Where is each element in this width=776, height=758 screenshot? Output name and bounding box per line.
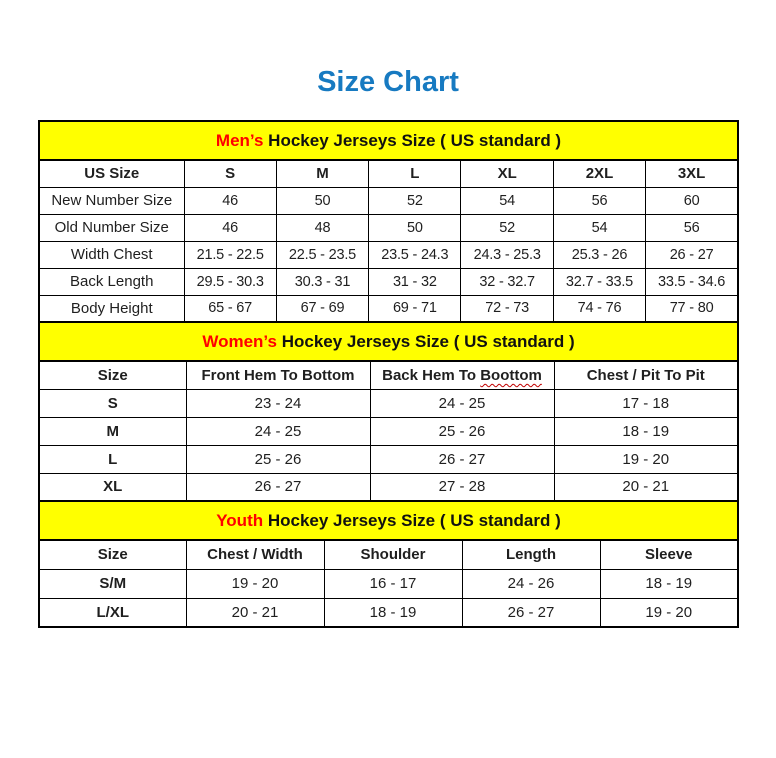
- banner-highlight: Youth: [216, 511, 264, 530]
- mens-banner: [38, 120, 739, 161]
- cell-value: 29.5 - 30.3: [184, 268, 276, 295]
- cell-value: 56: [553, 187, 645, 214]
- cell-value: 23.5 - 24.3: [369, 241, 461, 268]
- cell-value: 18 - 19: [324, 598, 462, 627]
- cell-value: 52: [369, 187, 461, 214]
- cell-value: 25 - 26: [370, 417, 554, 445]
- table-row: [39, 569, 738, 598]
- cell-value: 24.3 - 25.3: [461, 241, 553, 268]
- column-header: US Size: [39, 160, 184, 187]
- row-label: New Number Size: [39, 187, 184, 214]
- banner-highlight: Men’s: [215, 131, 264, 150]
- column-header: Back Hem To Boottom: [370, 361, 554, 389]
- row-label: L/XL: [39, 598, 186, 627]
- cell-value: 26 - 27: [186, 473, 370, 501]
- cell-value: 33.5 - 34.6: [646, 268, 738, 295]
- cell-value: 24 - 26: [462, 569, 600, 598]
- cell-value: 56: [646, 214, 738, 241]
- page-title: Size Chart: [317, 66, 459, 98]
- column-header: Size: [39, 361, 186, 389]
- column-header: Length: [462, 540, 600, 569]
- row-label: XL: [39, 473, 186, 501]
- cell-value: 20 - 21: [554, 473, 738, 501]
- womens-table: [38, 360, 739, 502]
- column-header: Front Hem To Bottom: [186, 361, 370, 389]
- cell-value: 19 - 20: [600, 598, 738, 627]
- cell-value: 25 - 26: [186, 445, 370, 473]
- row-label: Body Height: [39, 295, 184, 322]
- cell-value: 72 - 73: [461, 295, 553, 322]
- row-label: S/M: [39, 569, 186, 598]
- column-header: 2XL: [553, 160, 645, 187]
- youth-banner: [38, 500, 739, 541]
- row-label: M: [39, 417, 186, 445]
- header-row: [39, 540, 738, 569]
- cell-value: 46: [184, 187, 276, 214]
- cell-value: 24 - 25: [370, 389, 554, 417]
- cell-value: 16 - 17: [324, 569, 462, 598]
- table-row: [39, 214, 738, 241]
- cell-value: 26 - 27: [370, 445, 554, 473]
- banner-text: Hockey Jerseys Size ( US standard ): [263, 131, 562, 150]
- cell-value: 18 - 19: [600, 569, 738, 598]
- banner-text: Hockey Jerseys Size ( US standard ): [276, 332, 575, 351]
- cell-value: 54: [461, 187, 553, 214]
- row-label: L: [39, 445, 186, 473]
- mens-table: [38, 159, 739, 323]
- column-header: 3XL: [646, 160, 738, 187]
- header-row: [39, 160, 738, 187]
- cell-value: 65 - 67: [184, 295, 276, 322]
- womens-banner: [38, 321, 739, 362]
- column-header: Chest / Pit To Pit: [554, 361, 738, 389]
- mens-section: [38, 120, 739, 323]
- cell-value: 27 - 28: [370, 473, 554, 501]
- cell-value: 25.3 - 26: [553, 241, 645, 268]
- column-header: M: [276, 160, 368, 187]
- cell-value: 18 - 19: [554, 417, 738, 445]
- column-header: Shoulder: [324, 540, 462, 569]
- table-row: [39, 473, 738, 501]
- youth-table: [38, 539, 739, 628]
- banner-highlight: Women’s: [202, 332, 277, 351]
- table-row: [39, 417, 738, 445]
- table-row: [39, 295, 738, 322]
- column-header: Size: [39, 540, 186, 569]
- table-row: [39, 187, 738, 214]
- cell-value: 17 - 18: [554, 389, 738, 417]
- womens-section: [38, 321, 739, 502]
- cell-value: 69 - 71: [369, 295, 461, 322]
- column-header: S: [184, 160, 276, 187]
- cell-value: 50: [369, 214, 461, 241]
- cell-value: 30.3 - 31: [276, 268, 368, 295]
- cell-value: 31 - 32: [369, 268, 461, 295]
- cell-value: 21.5 - 22.5: [184, 241, 276, 268]
- youth-section: [38, 500, 739, 628]
- banner-text: Hockey Jerseys Size ( US standard ): [263, 511, 561, 530]
- cell-value: 32.7 - 33.5: [553, 268, 645, 295]
- cell-value: 26 - 27: [646, 241, 738, 268]
- cell-value: 22.5 - 23.5: [276, 241, 368, 268]
- size-chart: [38, 120, 739, 628]
- row-label: Back Length: [39, 268, 184, 295]
- cell-value: 50: [276, 187, 368, 214]
- table-row: [39, 268, 738, 295]
- cell-value: 26 - 27: [462, 598, 600, 627]
- table-row: [39, 389, 738, 417]
- cell-value: 74 - 76: [553, 295, 645, 322]
- cell-value: 19 - 20: [554, 445, 738, 473]
- cell-value: 67 - 69: [276, 295, 368, 322]
- row-label: Width Chest: [39, 241, 184, 268]
- table-row: [39, 241, 738, 268]
- cell-value: 52: [461, 214, 553, 241]
- cell-value: 23 - 24: [186, 389, 370, 417]
- cell-value: 48: [276, 214, 368, 241]
- column-header: XL: [461, 160, 553, 187]
- table-row: [39, 445, 738, 473]
- cell-value: 19 - 20: [186, 569, 324, 598]
- cell-value: 46: [184, 214, 276, 241]
- column-header: L: [369, 160, 461, 187]
- cell-value: 77 - 80: [646, 295, 738, 322]
- column-header: Sleeve: [600, 540, 738, 569]
- cell-value: 24 - 25: [186, 417, 370, 445]
- row-label: Old Number Size: [39, 214, 184, 241]
- table-row: [39, 598, 738, 627]
- cell-value: 54: [553, 214, 645, 241]
- column-header: Chest / Width: [186, 540, 324, 569]
- misspelled-word: Boottom: [480, 366, 542, 384]
- cell-value: 20 - 21: [186, 598, 324, 627]
- row-label: S: [39, 389, 186, 417]
- cell-value: 60: [646, 187, 738, 214]
- header-row: [39, 361, 738, 389]
- cell-value: 32 - 32.7: [461, 268, 553, 295]
